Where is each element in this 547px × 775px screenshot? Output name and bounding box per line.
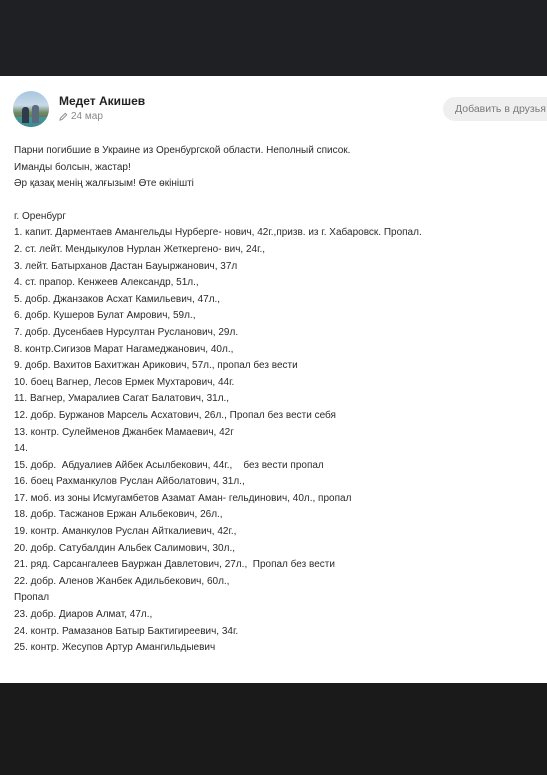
list-item: 3. лейт. Батырханов Дастан Бауыржанович, 37л [14, 260, 238, 272]
list-item: 23. добр. Диаров Алмат, 47л., [14, 609, 153, 621]
bottom-dark-bar [0, 683, 547, 775]
list-item: 4. ст. прапор. Кенжеев Александр, 51л., [14, 277, 199, 289]
list-item: 10. боец Вагнер, Лесов Ермек Мухтарович, 44г. [14, 376, 235, 388]
post-text-line: г. Оренбург [14, 210, 67, 222]
list-item: 5. добр. Джанзаков Асхат Камильевич, 47л., [14, 293, 221, 305]
list-item: 11. Вагнер, Умаралиев Сагат Балатович, 31л., [14, 393, 230, 405]
avatar[interactable] [13, 91, 49, 127]
post-text [14, 143, 534, 657]
list-item: 13. контр. Сулейменов Джанбек Мамаевич, 42г [14, 426, 234, 438]
list-item: 14. [14, 443, 28, 455]
list-item: 19. контр. Аманкулов Руслан Айткалиевич, 42г., [14, 526, 237, 538]
list-item: 12. добр. Буржанов Марсель Асхатович, 26л., Пропал без вести себя [14, 409, 336, 421]
list-item: 2. ст. лейт. Мендыкулов Нурлан Жеткергено- вич, 24г., [14, 243, 266, 255]
list-item: 21. ряд. Сарсангалеев Бауржан Давлетович, 27л., Пропал без вести [14, 559, 335, 571]
add-friend-button[interactable]: Добавить в друзья [443, 97, 547, 121]
list-item: 6. добр. Кушеров Булат Амрович, 59л., [14, 310, 196, 322]
list-item: 16. боец Рахманкулов Руслан Айболатович, 31л., [14, 476, 245, 488]
list-item: 24. контр. Рамазанов Батыр Бактигиреевич, 34г. [14, 625, 239, 637]
list-item: 1. капит. Дарментаев Амангельды Нурберге- нович, 42г.,призв. из г. Хабаровск. Пропал. [14, 227, 422, 239]
pencil-icon [59, 112, 68, 121]
post-text-line: Иманды болсын, жастар! [14, 161, 131, 173]
post-date: 24 мар [71, 111, 103, 122]
list-item: 17. моб. из зоны Исмугамбетов Азамат Аман- гельдинович, 40л., пропал [14, 492, 352, 504]
author-name[interactable]: Медет Акишев [59, 94, 146, 108]
list-item: 7. добр. Дусенбаев Нурсултан Русланович, 29л. [14, 326, 239, 338]
list-item: 15. добр. Абдуалиев Айбек Асылбекович, 44г., без вести пропал [14, 459, 324, 471]
post-text-line: Әр қазақ менің жалғызым! Өте өкінішті [14, 178, 194, 190]
list-item: 20. добр. Сатубалдин Альбек Салимович, 30л., [14, 542, 235, 554]
list-item: 9. добр. Вахитов Бахитжан Арикович, 57л., пропал без вести [14, 360, 298, 372]
avatar-figure [32, 105, 39, 123]
list-item: 8. контр.Сигизов Марат Нагамеджанович, 40л., [14, 343, 234, 355]
list-item: 18. добр. Тасжанов Ержан Альбекович, 26л., [14, 509, 223, 521]
list-item: 25. контр. Жесупов Артур Амангильдыевич [14, 642, 216, 654]
avatar-water [13, 117, 49, 127]
list-item: 22. добр. Аленов Жанбек Адильбекович, 60л., [14, 575, 230, 587]
top-dark-bar [0, 0, 547, 76]
post-date-row [59, 111, 103, 122]
avatar-figure [22, 107, 29, 123]
post-text-line: Парни погибшие в Украине из Оренбургской области. Неполный список. [14, 145, 351, 156]
list-item: Пропал [14, 592, 50, 604]
post-card [0, 76, 547, 683]
